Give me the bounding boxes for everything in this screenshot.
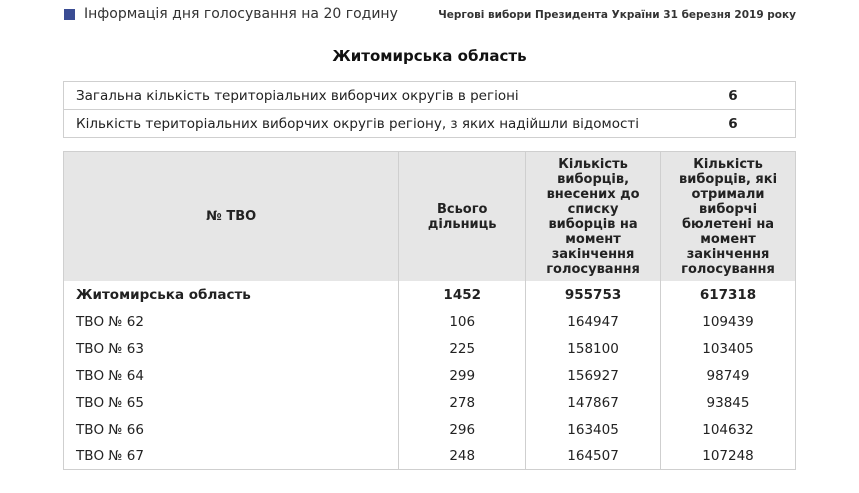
summary-value: 6 [728,87,738,104]
cell-listed: 147867 [526,389,661,416]
summary-label: Кількість територіальних виборчих округів регіону, з яких надійшли відомості [64,110,672,138]
cell-name: ТВО № 66 [76,421,144,438]
cell-stations: 296 [399,416,526,443]
summary-label: Загальна кількість територіальних виборчих округів в регіоні [76,87,519,104]
header-voters-listed: Кількість виборців, внесених до списку виборців на момент закінчення голосування [526,152,661,282]
cell-name: ТВО № 65 [76,394,144,411]
cell-received: 104632 [661,416,796,443]
summary-row [64,110,796,138]
cell-listed: 164947 [526,308,661,335]
summary-value: 6 [671,110,796,138]
cell-name: ТВО № 63 [76,340,144,357]
cell-name: ТВО № 64 [76,367,144,384]
summary-table [63,81,796,138]
info-title: Інформація дня голосування на 20 годину [84,6,398,22]
cell-received: 103405 [661,335,796,362]
table-row [64,443,796,470]
header-stations: Всього дільниць [399,152,526,282]
cell-listed: 164507 [526,443,661,470]
cell-name: ТВО № 67 [76,448,144,464]
region-title: Житомирська область [332,47,527,65]
cell-stations: 248 [399,443,526,470]
page-header [0,0,859,30]
cell-stations: 225 [399,335,526,362]
table-row [64,335,796,362]
cell-listed: 158100 [526,335,661,362]
table-row [64,308,796,335]
cell-listed: 955753 [526,281,661,308]
election-title: Чергові вибори Президента України 31 березня 2019 року [438,9,796,21]
table-row [64,416,796,443]
cell-listed: 156927 [526,362,661,389]
header-tvo: № ТВО [64,152,399,282]
table-row-total [64,281,796,308]
cell-received: 98749 [661,362,796,389]
cell-received: 107248 [661,443,796,470]
table-header-row [64,152,796,282]
cell-received: 109439 [661,308,796,335]
cell-received: 617318 [661,281,796,308]
cell-name: Житомирська область [76,286,251,303]
cell-stations: 278 [399,389,526,416]
cell-stations: 299 [399,362,526,389]
summary-row [64,82,796,110]
cell-listed: 163405 [526,416,661,443]
results-table [63,151,796,470]
cell-stations: 1452 [399,281,526,308]
table-row [64,389,796,416]
cell-received: 93845 [661,389,796,416]
cell-name: ТВО № 62 [76,313,144,330]
table-row [64,362,796,389]
square-bullet-icon [64,9,75,20]
cell-stations: 106 [399,308,526,335]
header-ballots-received: Кількість виборців, які отримали виборчі бюлетені на момент закінчення голосування [661,152,796,282]
